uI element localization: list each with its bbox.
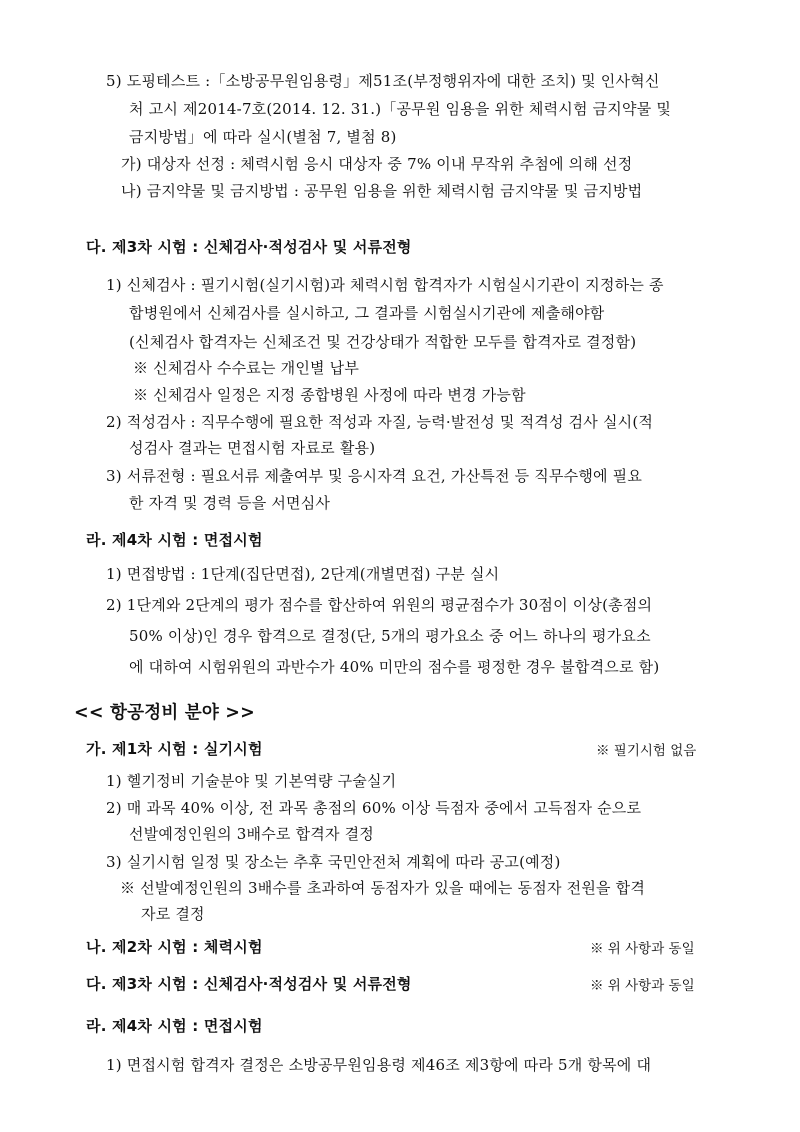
section-heading-4th-exam: 라. 제4차 시험 : 면접시험: [86, 531, 263, 549]
physical-exam-item: 1) 신체검사 : 필기시험(실기시험)과 체력시험 합격자가 시험실시기관이 지정하는 종: [106, 276, 664, 294]
physical-exam-item-cont: 합병원에서 신체검사를 실시하고, 그 결과를 시험실시기관에 제출해야함: [129, 304, 605, 322]
physical-exam-schedule-note: ※ 신체검사 일정은 지정 종합병원 사정에 따라 변경 가능함: [133, 386, 526, 404]
doping-test-item-cont: 처 고시 제2014-7호(2014. 12. 31.)「공무원 임용을 위한 체력시험 금지약물 및: [129, 100, 672, 118]
physical-exam-fee-note: ※ 신체검사 수수료는 개인별 납부: [133, 359, 360, 377]
aptitude-test-item: 2) 적성검사 : 직무수행에 필요한 적성과 자질, 능력·발전성 및 적격성 검사 실시(적: [106, 413, 654, 431]
physical-exam-item-cont: (신체검사 합격자는 신체조건 및 건강상태가 적합한 모두를 합격자로 결정함): [129, 333, 637, 351]
aviation-maintenance-title: << 항공정비 분야 >>: [74, 703, 255, 723]
aviation-practical-item-3: 3) 실기시험 일정 및 장소는 추후 국민안전처 계획에 따라 공고(예정): [106, 853, 561, 871]
aviation-4th-exam-heading: 라. 제4차 시험 : 면접시험: [86, 1017, 263, 1035]
aviation-1st-exam-heading: 가. 제1차 시험 : 실기시험: [86, 740, 263, 758]
document-screening-item: 3) 서류전형 : 필요서류 제출여부 및 응시자격 요건, 가산특전 등 직무수행에 필요: [106, 467, 643, 485]
tie-candidates-note-cont: 자로 결정: [141, 905, 205, 923]
tie-candidates-note: ※ 선발예정인원의 3배수를 초과하여 동점자가 있을 때에는 동점자 전원을 합격: [120, 879, 646, 897]
doping-target-selection: 가) 대상자 선정 : 체력시험 응시 대상자 중 7% 이내 무작위 추첨에 의해 선정: [121, 155, 633, 173]
doping-test-item: 5) 도핑테스트 :「소방공무원임용령」제51조(부정행위자에 대한 조치) 및 인사혁신: [106, 72, 660, 90]
aptitude-test-item-cont: 성검사 결과는 면접시험 자료로 활용): [129, 439, 376, 457]
aviation-2nd-exam-heading: 나. 제2차 시험 : 체력시험: [86, 938, 263, 956]
same-as-above-note: ※ 위 사항과 동일: [590, 978, 695, 994]
doping-test-item-cont: 금지방법」에 따라 실시(별첨 7, 별첨 8): [129, 128, 397, 146]
aviation-practical-item-2-cont: 선발예정인원의 3배수로 합격자 결정: [129, 825, 374, 843]
document-screening-item-cont: 한 자격 및 경력 등을 서면심사: [129, 494, 331, 512]
same-as-above-note: ※ 위 사항과 동일: [590, 941, 695, 957]
interview-scoring-item-cont: 50% 이상)인 경우 합격으로 결정(단, 5개의 평가요소 중 어느 하나의 평가요소: [129, 627, 651, 645]
aviation-practical-item-2: 2) 매 과목 40% 이상, 전 과목 총점의 60% 이상 득점자 중에서 고득점자 순으로: [106, 799, 642, 817]
interview-scoring-item-cont: 에 대하여 시험위원의 과반수가 40% 미만의 점수를 평정한 경우 불합격으로 함): [129, 658, 660, 676]
interview-scoring-item: 2) 1단계와 2단계의 평가 점수를 합산하여 위원의 평균점수가 30점이 이상(총점의: [106, 596, 653, 614]
aviation-interview-item-1: 1) 면접시험 합격자 결정은 소방공무원임용령 제46조 제3항에 따라 5개 항목에 대: [106, 1056, 652, 1074]
section-heading-3rd-exam: 다. 제3차 시험 : 신체검사·적성검사 및 서류전형: [86, 238, 412, 256]
aviation-3rd-exam-heading: 다. 제3차 시험 : 신체검사·적성검사 및 서류전형: [86, 975, 412, 993]
doping-banned-substances: 나) 금지약물 및 금지방법 : 공무원 임용을 위한 체력시험 금지약물 및 금지방법: [121, 182, 643, 200]
no-written-exam-note: ※ 필기시험 없음: [596, 743, 697, 759]
aviation-practical-item-1: 1) 헬기정비 기술분야 및 기본역량 구술실기: [106, 772, 397, 790]
interview-method-item: 1) 면접방법 : 1단계(집단면접), 2단계(개별면접) 구분 실시: [106, 565, 500, 583]
